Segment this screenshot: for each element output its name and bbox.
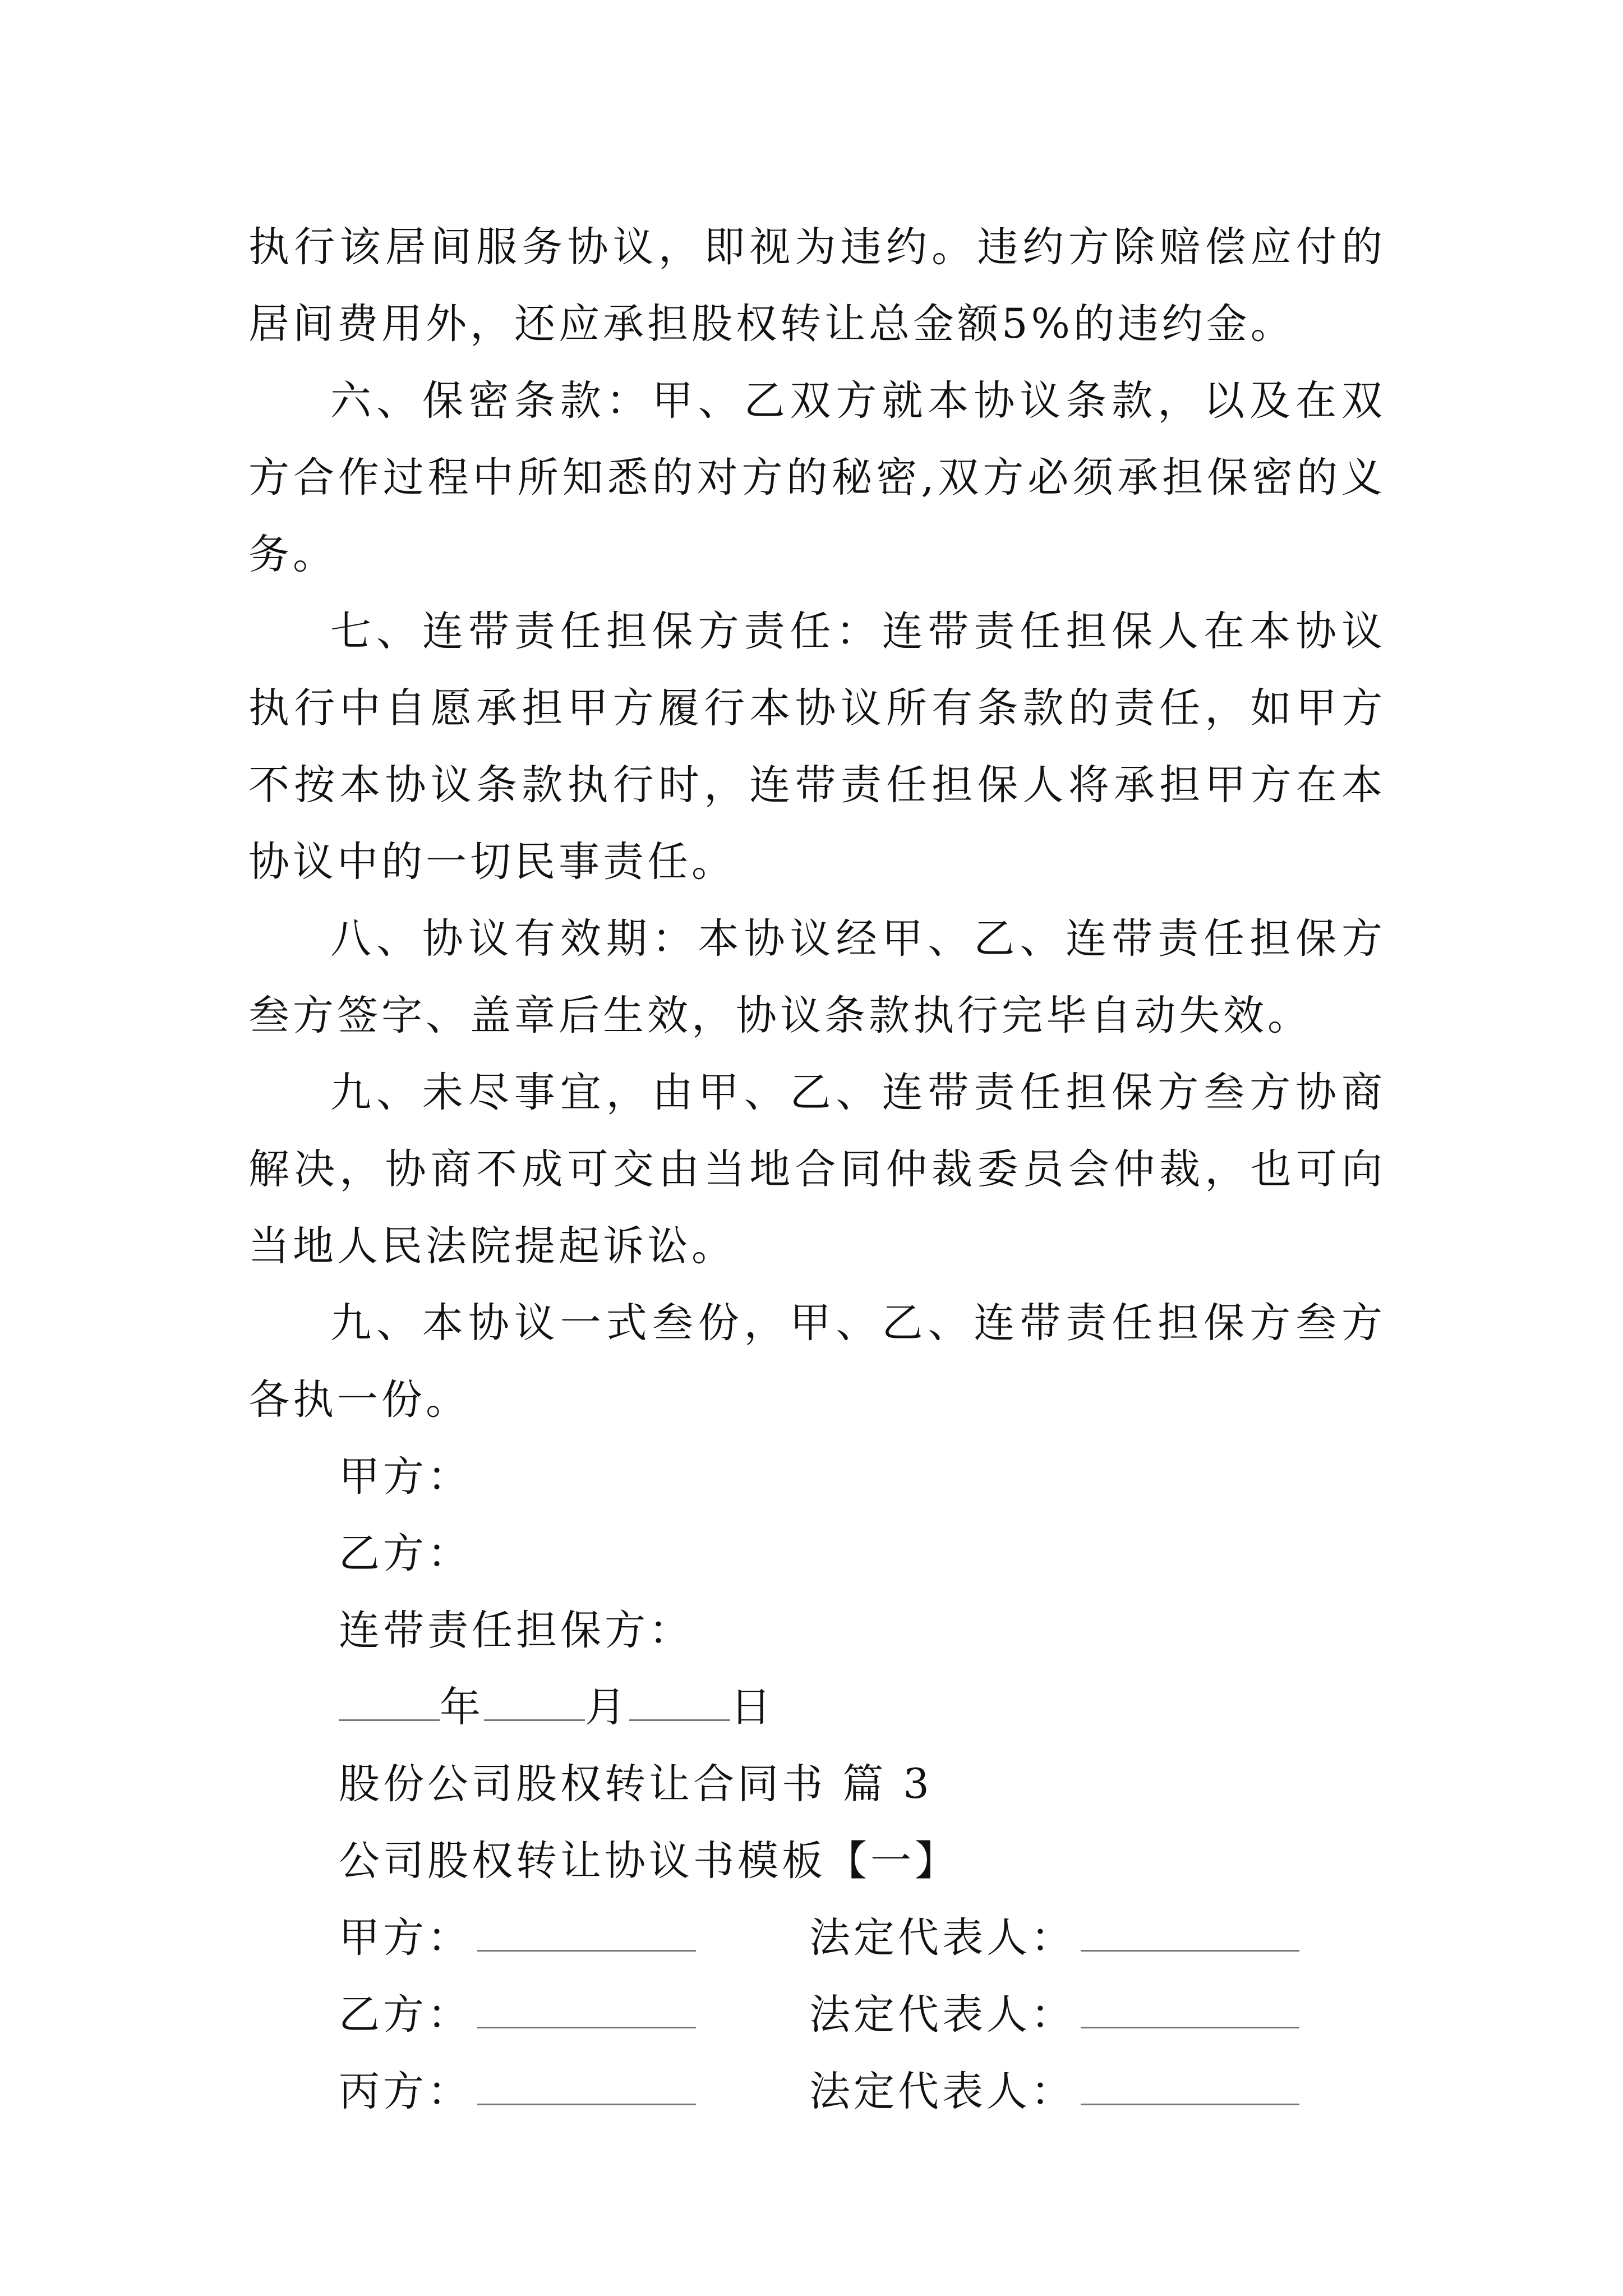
signature-guarantor: 连带责任担保方： xyxy=(339,1607,693,1654)
party-label: 甲方： xyxy=(339,1914,472,1962)
rep-blank xyxy=(1081,1915,1299,1952)
paragraph-guarantor-liability: 七、连带责任担保方责任：连带责任担保人在本协议执行中自愿承担甲方履行本协议所有条款的责任，如甲方不按本协议条款执行时，连带责任担保人将承担甲方在本协议中的一切民事责任。 xyxy=(248,608,1386,886)
party-row-c xyxy=(248,2053,1386,2130)
rep-label: 法定代表人： xyxy=(809,2068,1075,2115)
date-line xyxy=(248,1669,1386,1746)
month-label: 月 xyxy=(585,1683,629,1731)
party-row-b xyxy=(248,1976,1386,2053)
party-blank xyxy=(477,1992,696,2028)
paragraph-validity-period: 八、协议有效期：本协议经甲、乙、连带责任担保方叁方签字、盖章后生效，协议条款执行完毕自动失效。 xyxy=(248,915,1386,1039)
template-title: 公司股权转让协议书模板【一】 xyxy=(339,1837,959,1885)
month-blank xyxy=(484,1685,585,1721)
party-label: 丙方： xyxy=(339,2068,472,2115)
rep-blank xyxy=(1081,1992,1299,2028)
paragraph-copies: 九、本协议一式叁份，甲、乙、连带责任担保方叁方各执一份。 xyxy=(248,1299,1386,1424)
party-blank xyxy=(477,1915,696,1952)
day-blank xyxy=(629,1685,730,1721)
party-row-a xyxy=(248,1899,1386,1976)
party-label: 乙方： xyxy=(339,1991,472,2039)
rep-label: 法定代表人： xyxy=(809,1991,1075,2039)
rep-blank xyxy=(1081,2069,1299,2105)
paragraph-breach-continued: 执行该居间服务协议，即视为违约。违约方除赔偿应付的居间费用外，还应承担股权转让总金额5%的违约金。 xyxy=(248,223,1386,348)
rep-column xyxy=(809,2053,1299,2130)
year-label: 年 xyxy=(440,1683,484,1731)
paragraph-dispute-resolution: 九、未尽事宜，由甲、乙、连带责任担保方叁方协商解决，协商不成可交由当地合同仲裁委员会仲裁，也可向当地人民法院提起诉讼。 xyxy=(248,1069,1386,1270)
signature-party-b: 乙方： xyxy=(339,1530,472,1577)
rep-label: 法定代表人： xyxy=(809,1914,1075,1962)
section-title: 股份公司股权转让合同书 篇 3 xyxy=(339,1760,933,1808)
day-label: 日 xyxy=(730,1683,774,1731)
document-body xyxy=(248,209,1386,2130)
rep-column xyxy=(809,1976,1299,2053)
paragraph-confidentiality: 六、保密条款：甲、乙双方就本协议条款，以及在双方合作过程中所知悉的对方的秘密,双方必须承担保密的义务。 xyxy=(248,377,1386,578)
year-blank xyxy=(339,1685,440,1721)
party-blank xyxy=(477,2069,696,2105)
rep-column xyxy=(809,1899,1299,1976)
signature-party-a: 甲方： xyxy=(339,1453,472,1501)
